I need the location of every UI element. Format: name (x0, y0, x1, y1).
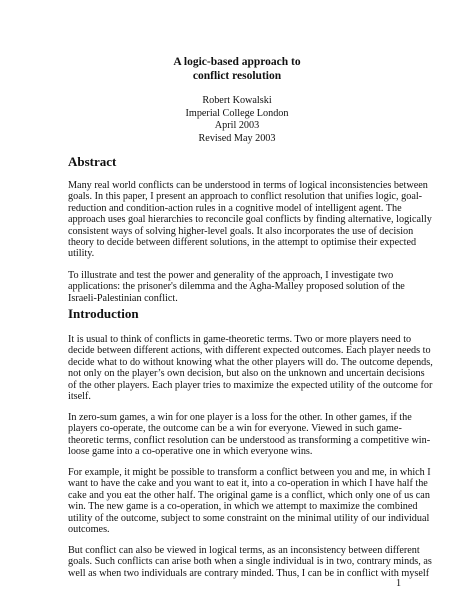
abstract-paragraph-1 (68, 180, 432, 260)
text-line: Many real world conflicts can be understood in terms of logical inconsistencies between (68, 180, 428, 191)
introduction-heading: Introduction (68, 306, 139, 321)
text-line: itself. (68, 391, 91, 403)
text-line: well as when two individuals are contrary minded. Thus, I can be in conflict with myself (68, 567, 430, 579)
text-line: goals. Such conflicts can arise both when a single individual is in two, contrary minds, as (68, 556, 432, 568)
abstract-paragraph-2 (68, 270, 408, 304)
text-line: players co-operate, the outcome can be a win for everyone. Viewed in such game- (68, 423, 402, 435)
text-line: not only on the player’s own decision, but also on the unknown and uncertain decisions (68, 368, 425, 380)
text-line: utility. (68, 248, 95, 260)
text-line: To illustrate and test the power and generality of the approach, I investigate two (68, 270, 394, 281)
text-line: decide what to do without knowing what the other players will do. The outcome depends, (68, 356, 433, 368)
text-line: approach uses goal hierarchies to reconcile goal conflicts by finding alternative, logically (68, 214, 432, 226)
text-line: consistent ways of solving higher-level goals. It also incorporates the use of decision (68, 225, 414, 237)
text-line: utility of the outcome, subject to some constraint on the minimal utility of our individual (68, 512, 430, 524)
text-line: In zero-sum games, a win for one player is a loss for the other. In other games, if the (68, 412, 412, 423)
text-line: goals. In this paper, I present an approach to conflict resolution that unifies logic, goal- (68, 191, 423, 203)
author-name: Robert Kowalski (202, 95, 272, 106)
text-line: of the other players. Each player tries to maximize the expected utility of the outcome for (68, 379, 433, 391)
title-line-1: A logic-based approach to (173, 56, 301, 68)
text-line: applications: the prisoner's dilemma and the Agha-Malley proposed solution of the (68, 281, 405, 293)
page-number: 1 (396, 578, 402, 589)
text-line: For example, it might be possible to transform a conflict between you and me, in which I (68, 467, 431, 478)
text-line: But conflict can also be viewed in logical terms, as an inconsistency between different (68, 545, 420, 556)
institution: Imperial College London (185, 107, 289, 119)
text-line: theoretic terms, conflict resolution can be understood as transforming a competitive win- (68, 434, 431, 446)
text-line: loose game into a co-operative one in which everyone wins. (68, 446, 313, 458)
title-line-2: conflict resolution (192, 70, 282, 82)
introduction-paragraph-3 (68, 467, 431, 536)
text-line: want to have the cake and you want to eat it, into a co-operation in which I have half the (68, 478, 428, 490)
text-line: It is usual to think of conflicts in game-theoretic terms. Two or more players need to (68, 334, 412, 345)
revised-date: Revised May 2003 (198, 132, 276, 144)
date: April 2003 (214, 120, 260, 131)
introduction-paragraph-2 (68, 412, 431, 458)
abstract-heading: Abstract (68, 154, 117, 169)
paper-title (0, 55, 474, 83)
text-line: win. The new game is a co-operation, in which we attempt to maximize the combined (68, 501, 418, 513)
text-line: reduction and condition-action rules in a cognitive model of intelligent agent. The (68, 202, 402, 214)
text-line: decide between different actions, with different expected outcomes. Each player needs to (68, 345, 431, 357)
text-line: cake and you eat the other half. The original game is a conflict, which only one of us can (68, 489, 430, 501)
introduction-paragraph-4 (68, 545, 432, 579)
text-line: outcomes. (68, 524, 110, 536)
text-line: theory to decide between different solutions, in the attempt to optimise their expected (68, 237, 417, 249)
author-block (0, 95, 474, 145)
text-line: Israeli-Palestinian conflict. (68, 292, 178, 304)
introduction-paragraph-1 (68, 334, 433, 403)
